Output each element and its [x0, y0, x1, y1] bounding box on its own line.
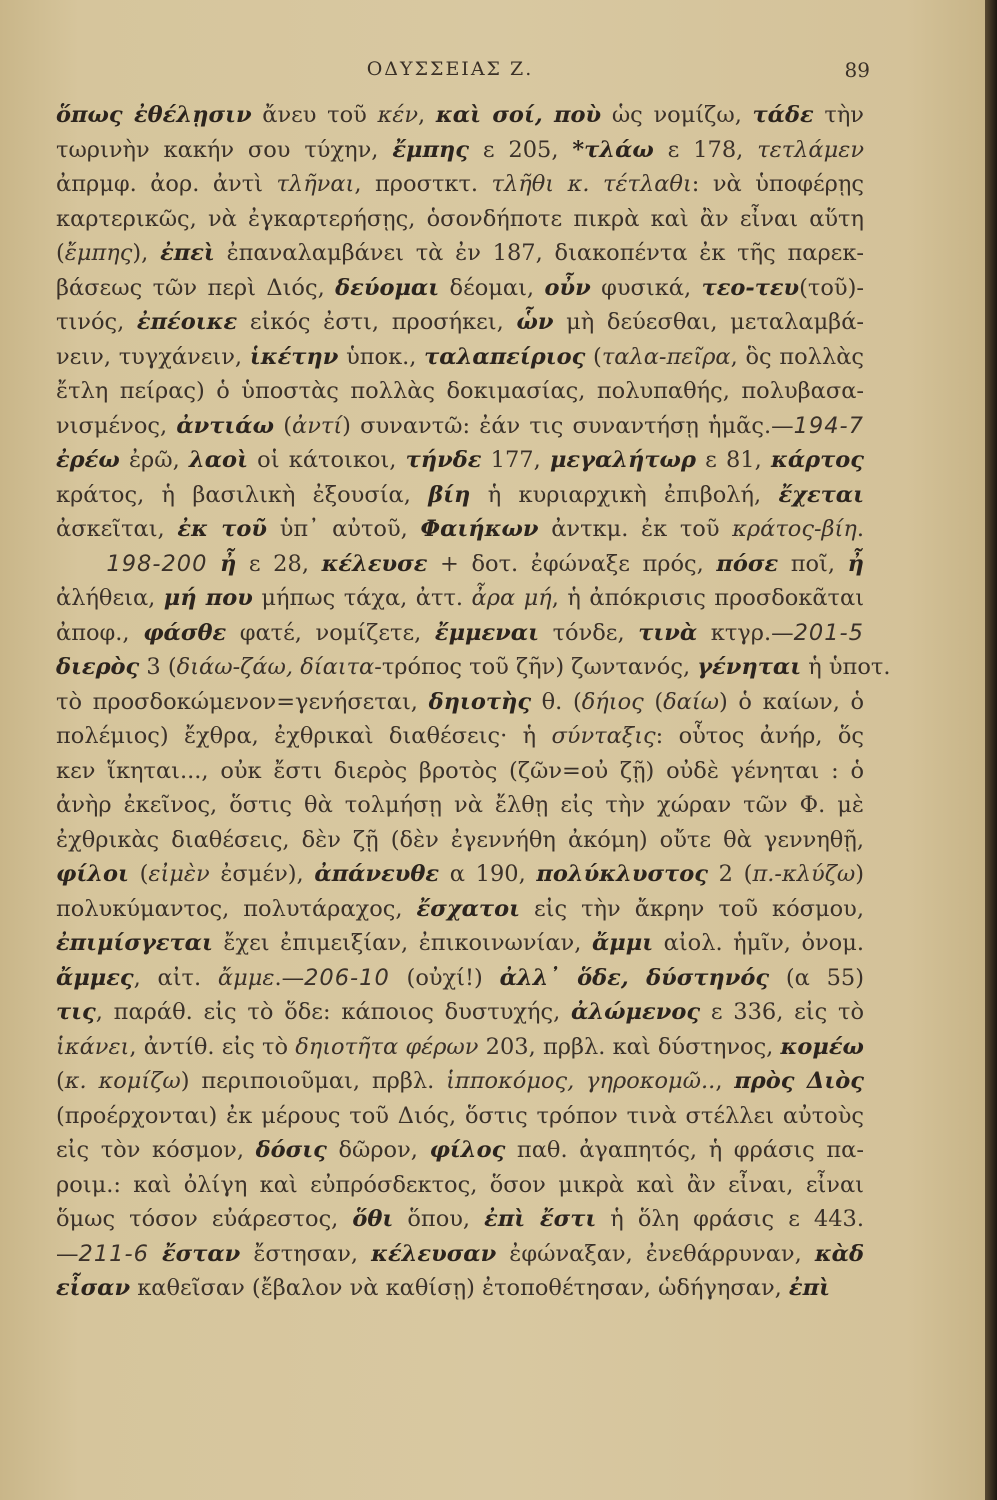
text-run: 177,	[481, 447, 550, 473]
text-run: ε 336, εἰς τὸ	[700, 999, 865, 1025]
headword: ἦ	[219, 550, 237, 577]
headword: Φαιήκων	[420, 516, 539, 542]
headword: ἀντιάω	[176, 412, 275, 439]
text-run: (οὐχί!)	[389, 964, 500, 991]
text-run: (	[643, 688, 664, 715]
text-line	[56, 305, 864, 340]
text-line	[56, 443, 864, 478]
headword: ἄμμες	[56, 964, 134, 991]
text-run: ε 178,	[653, 136, 758, 163]
headword: φάσθε	[143, 619, 227, 646]
headword: ἱκέτην	[249, 343, 339, 370]
text-run	[149, 1241, 162, 1267]
headword: ἔμμεναι	[434, 619, 539, 646]
text-run: καθεῖσαν (ἔβαλον νὰ καθίσῃ) ἐτοποθέτησαν, ὡδήγησαν,	[130, 1275, 789, 1301]
text-run: οἱ κάτοικοι,	[247, 447, 406, 473]
headword: κέλευσαν	[371, 1240, 497, 1267]
text-run: ἔστησαν,	[240, 1240, 372, 1267]
headword: πολύκλυστος	[536, 861, 708, 887]
text-run: )	[855, 861, 865, 887]
headword: ὧν	[516, 309, 554, 335]
text-line	[56, 926, 864, 961]
text-run: ὅμως τόσον εὐάρεστος,	[56, 1206, 353, 1232]
headword: κὰδ	[814, 1240, 864, 1267]
text-line	[56, 374, 864, 409]
text-run: ἀλήθεια,	[56, 585, 164, 611]
text-line	[56, 823, 864, 858]
headword: ἐρέω	[56, 447, 120, 473]
text-run: εἰκός ἐστι, προσήκει,	[237, 309, 517, 335]
text-run: ε 205,	[469, 136, 573, 163]
line-range-marker: 206-10	[304, 964, 390, 991]
text-line	[56, 167, 864, 202]
italic-text: ταλα-πεῖρα	[601, 343, 731, 370]
italic-text: ἄμμε	[217, 964, 275, 991]
italic-text: ἱκάνει	[56, 1033, 130, 1060]
text-run: (α 55)	[769, 964, 864, 991]
text-run: ὑποκ.,	[338, 343, 425, 370]
text-run: κτγρ.—	[697, 619, 794, 646]
text-run: εἰς τὴν ἄκρην τοῦ κόσμου,	[519, 895, 864, 922]
text-run: .	[856, 516, 865, 542]
text-line	[56, 547, 864, 582]
headword: τήνδε	[405, 447, 482, 473]
headword: ὅπως ἐθέλῃσιν	[56, 102, 252, 128]
headword: *τλάω	[572, 136, 654, 163]
text-line	[56, 1168, 864, 1203]
text-line	[56, 892, 864, 927]
text-line	[56, 961, 864, 996]
text-run: ἡ κυριαρχικὴ ἐπιβολή,	[470, 481, 779, 508]
text-run: τόνδε,	[539, 619, 639, 646]
commentary-text	[56, 98, 891, 1306]
text-run: (	[56, 240, 65, 266]
text-run: μήπως τάχα, ἀττ.	[252, 585, 472, 611]
text-run: , ἡ ἀπόκρισις προσδοκᾶται	[551, 585, 865, 611]
text-run: ἡ ὑποτ.	[801, 654, 891, 680]
headword: κέλευσε	[321, 550, 428, 577]
text-line	[56, 1202, 864, 1237]
text-line	[56, 1030, 864, 1065]
text-run: ἀνὴρ ἐκεῖνος, ὅστις θὰ τολμήσῃ νὰ ἔλθῃ εἰς τὴν χώραν τῶν Φ. μὲ	[56, 792, 864, 818]
headword: λαοὶ	[188, 447, 248, 473]
italic-text: ἀντί	[292, 412, 343, 439]
headword: ἦ	[847, 550, 864, 577]
text-run: (	[274, 412, 292, 439]
headword: μεγαλήτωρ	[549, 447, 696, 473]
text-run: τωρινὴν κακήν σου τύχην,	[56, 136, 393, 163]
text-line	[56, 271, 864, 306]
line-range-marker: 198-200	[106, 550, 208, 577]
italic-text: δαίω	[663, 688, 720, 715]
headword: οὖν	[544, 274, 591, 301]
headword: ἐπιμίσγεται	[56, 930, 213, 956]
text-run: ἐρῶ,	[119, 447, 189, 473]
headword: πρὸς Διὸς	[734, 1068, 864, 1094]
headword: τάδε	[752, 102, 814, 128]
text-run: νειν, τυγχάνειν,	[56, 343, 250, 370]
text-run: .—	[274, 964, 305, 991]
text-line	[56, 1099, 864, 1134]
headword: ἔσχατοι	[416, 895, 520, 922]
text-run: φυσικά,	[590, 274, 702, 301]
page-header	[0, 58, 985, 88]
text-line	[56, 478, 864, 513]
text-run: , αἰτ.	[133, 964, 218, 991]
line-range-marker: 201-5	[793, 619, 864, 646]
text-run: (τοῦ)-	[799, 274, 864, 301]
italic-text: τλῆναι	[276, 171, 355, 197]
text-line	[56, 788, 864, 823]
italic-text: διάω-ζάω, δίαιτα	[176, 654, 375, 680]
text-line	[56, 340, 864, 375]
headword: ἔχεται	[778, 481, 864, 508]
text-run: τινός,	[56, 309, 137, 335]
text-run: : οὗτος ἀνήρ, ὅς	[655, 723, 864, 749]
running-title: ΟΔΥΣΣΕΙΑΣ Ζ.	[366, 58, 534, 80]
text-line	[56, 409, 864, 444]
text-run: παθ. ἀγαπητός, ἡ φράσις πα-	[505, 1137, 864, 1163]
text-run: ε 28,	[236, 550, 322, 577]
text-line	[56, 1271, 864, 1306]
text-run: εἰς τὸν κόσμον,	[56, 1137, 256, 1163]
headword: κομέω	[780, 1033, 864, 1060]
headword: κάρτος	[771, 447, 864, 473]
headword: ἐπεὶ	[160, 240, 215, 266]
text-line	[56, 202, 864, 237]
text-run: κράτος, ἡ βασιλικὴ ἐξουσία,	[56, 481, 429, 508]
headword: ἐκ τοῦ	[177, 516, 268, 542]
page-number: 89	[844, 58, 870, 82]
italic-text: δηιοτῆτα φέρων	[295, 1033, 479, 1060]
text-run: (	[128, 861, 149, 887]
italic-text: κράτος-βίη	[732, 516, 857, 542]
text-run: νισμένος,	[56, 412, 177, 439]
text-run: τὴν	[813, 102, 864, 128]
headword: δηιοτὴς	[428, 688, 532, 715]
book-spine-edge	[985, 0, 997, 1500]
headword: γένηται	[697, 654, 802, 680]
headword: βίη	[428, 481, 471, 508]
text-run: ) συναντῶ: ἐάν τις συναντήσῃ ἡμᾶς.—	[342, 412, 794, 439]
line-range-marker: 211-6	[78, 1240, 149, 1267]
text-line	[56, 581, 864, 616]
text-line	[56, 754, 864, 789]
text-run: ἀντκμ. ἐκ τοῦ	[538, 516, 733, 542]
text-run: ποῖ,	[778, 550, 848, 577]
text-run: ἐπαναλαμβάνει τὰ ἐν 187, διακοπέντα ἐκ τῆς παρεκ-	[214, 240, 864, 266]
italic-text: π.-κλύζω	[752, 861, 856, 887]
text-line	[56, 1064, 864, 1099]
text-line	[56, 133, 864, 168]
headword: ἔμπης	[392, 136, 469, 163]
headword: τινὰ	[638, 619, 698, 646]
text-run: φατέ, νομίζετε,	[226, 619, 435, 646]
text-run: κεν ἵκηται..., οὐκ ἔστι διερὸς βροτὸς (ζῶν=οὐ ζῇ) οὐδὲ γένηται : ὁ	[56, 757, 864, 784]
italic-text: κ. κομίζω	[64, 1068, 181, 1094]
text-run: ὡς νομίζω,	[601, 102, 753, 128]
headword: εἶσαν	[56, 1275, 131, 1301]
text-run: δέομαι,	[439, 274, 545, 301]
italic-text: εἰμὲν	[148, 861, 210, 887]
text-line	[56, 1133, 864, 1168]
headword: ὅθι	[352, 1206, 394, 1232]
text-run: , ὃς πολλὰς	[730, 343, 864, 370]
headword: ἐπὶ	[788, 1275, 830, 1301]
headword: μή που	[163, 585, 253, 611]
headword: ἄμμι	[591, 930, 654, 956]
text-line	[56, 719, 864, 754]
text-run: : νὰ ὑποφέρῃς	[691, 171, 864, 197]
text-line	[56, 98, 864, 133]
text-run: + δοτ. ἐφώναξε πρός,	[427, 550, 717, 577]
text-run: ἀπρμφ. ἀορ. ἀντὶ	[56, 171, 277, 197]
text-run	[56, 551, 106, 577]
text-run: -τρόπος τοῦ ζῆν) ζωντανός,	[374, 654, 698, 680]
text-line	[56, 616, 864, 651]
headword: ταλαπείριος	[424, 343, 586, 370]
text-run: 203, πρβλ. καὶ δύστηνος,	[478, 1033, 781, 1060]
text-run: , ἀντίθ. εἰς τὸ	[129, 1033, 296, 1060]
text-run: (	[585, 343, 602, 370]
text-run: μὴ δεύεσθαι, μεταλαμβά-	[553, 309, 864, 335]
text-run: ) περιποιοῦμαι, πρβλ.	[180, 1068, 447, 1094]
text-line	[56, 650, 891, 685]
line-range-marker: 194-7	[793, 412, 864, 439]
text-run: ροιμ.: καὶ ὀλίγη καὶ εὐπρόσδεκτος, ὅσον μικρὰ καὶ ἂν εἶναι, εἶναι	[56, 1171, 864, 1198]
text-run: ),	[132, 240, 161, 266]
italic-text: σύνταξις	[551, 723, 656, 749]
headword: ἔσταν	[161, 1240, 241, 1267]
headword: φίλος	[429, 1137, 506, 1163]
text-run: ἀσκεῖται,	[56, 516, 178, 542]
text-run: 3 (	[139, 654, 177, 680]
text-line	[56, 995, 864, 1030]
headword: καὶ σοί, ποὺ	[435, 102, 602, 128]
headword: πόσε	[716, 550, 779, 577]
text-line	[56, 1237, 864, 1272]
italic-text: ἆρα μή	[471, 585, 552, 611]
text-run: τὸ προσδοκώμενον=γενήσεται,	[56, 688, 429, 715]
text-line	[56, 236, 864, 271]
text-run: ,	[418, 102, 436, 128]
headword: τεο-τευ	[701, 274, 800, 301]
headword: διερὸς	[56, 654, 140, 680]
text-run: ὅπου,	[393, 1206, 485, 1232]
text-line	[56, 512, 864, 547]
text-run: , παράθ. εἰς τὸ ὅδε: κάποιος δυστυχής,	[95, 999, 572, 1025]
text-line	[56, 685, 864, 720]
text-run: 2 (	[707, 861, 753, 887]
text-run: δῶρον,	[326, 1137, 430, 1163]
text-run: ) ὁ καίων, ὁ	[719, 688, 864, 715]
italic-text: ἔμπης	[64, 240, 133, 266]
text-run: ἀποφ.,	[56, 619, 144, 646]
text-run: α 190,	[439, 861, 537, 887]
headword: δόσις	[255, 1137, 327, 1163]
text-run: ἡ ὅλη φράσις ε 443.	[596, 1206, 865, 1232]
text-run: , προστκτ.	[354, 171, 492, 197]
text-run: ἐφώναξαν, ἐνεθάρρυναν,	[496, 1240, 815, 1267]
headword: ἀλώμενος	[571, 999, 701, 1025]
headword: ἀλλ᾽ ὅδε, δύστηνός	[499, 964, 770, 991]
text-run: πολέμιος) ἔχθρα, ἐχθρικαὶ διαθέσεις· ἡ	[56, 723, 552, 749]
text-run: ἔτλη πείρας) ὁ ὑποστὰς πολλὰς δοκιμασίας, πολυπαθής, πολυβασα-	[56, 378, 864, 404]
text-run: ἄνευ τοῦ	[251, 102, 378, 128]
headword: ἐπέοικε	[136, 309, 238, 335]
text-run: ἐχθρικὰς διαθέσεις, δὲν ζῇ (δὲν ἐγεννήθη ἀκόμη) οὔτε θὰ γεννηθῇ,	[56, 826, 864, 853]
text-run: ε 81,	[695, 447, 771, 473]
italic-text: κέν	[377, 102, 419, 128]
text-run: ὑπ᾽ αὐτοῦ,	[267, 516, 421, 542]
text-run: —	[56, 1240, 79, 1267]
text-run: ἔχει ἐπιμειξίαν, ἐπικοινωνίαν,	[212, 930, 592, 956]
headword: ἀπάνευθε	[314, 861, 440, 887]
text-line	[56, 857, 864, 892]
italic-text: τλῆθι κ. τέτλαθι	[491, 171, 692, 197]
text-run: καρτερικῶς, νὰ ἐγκαρτερήσῃς, ὁσονδήποτε πικρὰ καὶ ἂν εἶναι αὕτη	[56, 205, 864, 232]
headword: φίλοι	[56, 861, 129, 887]
text-run: πολυκύμαντος, πολυτάραχος,	[56, 895, 417, 922]
headword: ἐπὶ ἔστι	[484, 1206, 597, 1232]
text-run: (προέρχονται) ἐκ μέρους τοῦ Διός, ὅστις τρόπον τινὰ στέλλει αὐτοὺς	[56, 1102, 864, 1129]
text-run: ἐσμέν),	[209, 861, 315, 887]
italic-text: δήιος	[581, 688, 644, 715]
italic-text: ἱπποκόμος, γηροκομῶ..	[446, 1068, 716, 1094]
text-run: θ. (	[531, 688, 582, 715]
text-run: βάσεως τῶν περὶ Διός,	[56, 274, 336, 301]
italic-text: τετλάμεν	[757, 136, 865, 163]
headword: τις	[56, 999, 96, 1025]
text-run	[207, 551, 220, 577]
text-run: (	[56, 1068, 65, 1094]
headword: δεύομαι	[335, 274, 440, 301]
text-run: ,	[715, 1068, 735, 1094]
text-run: αἰολ. ἡμῖν, ὀνομ.	[653, 930, 865, 956]
